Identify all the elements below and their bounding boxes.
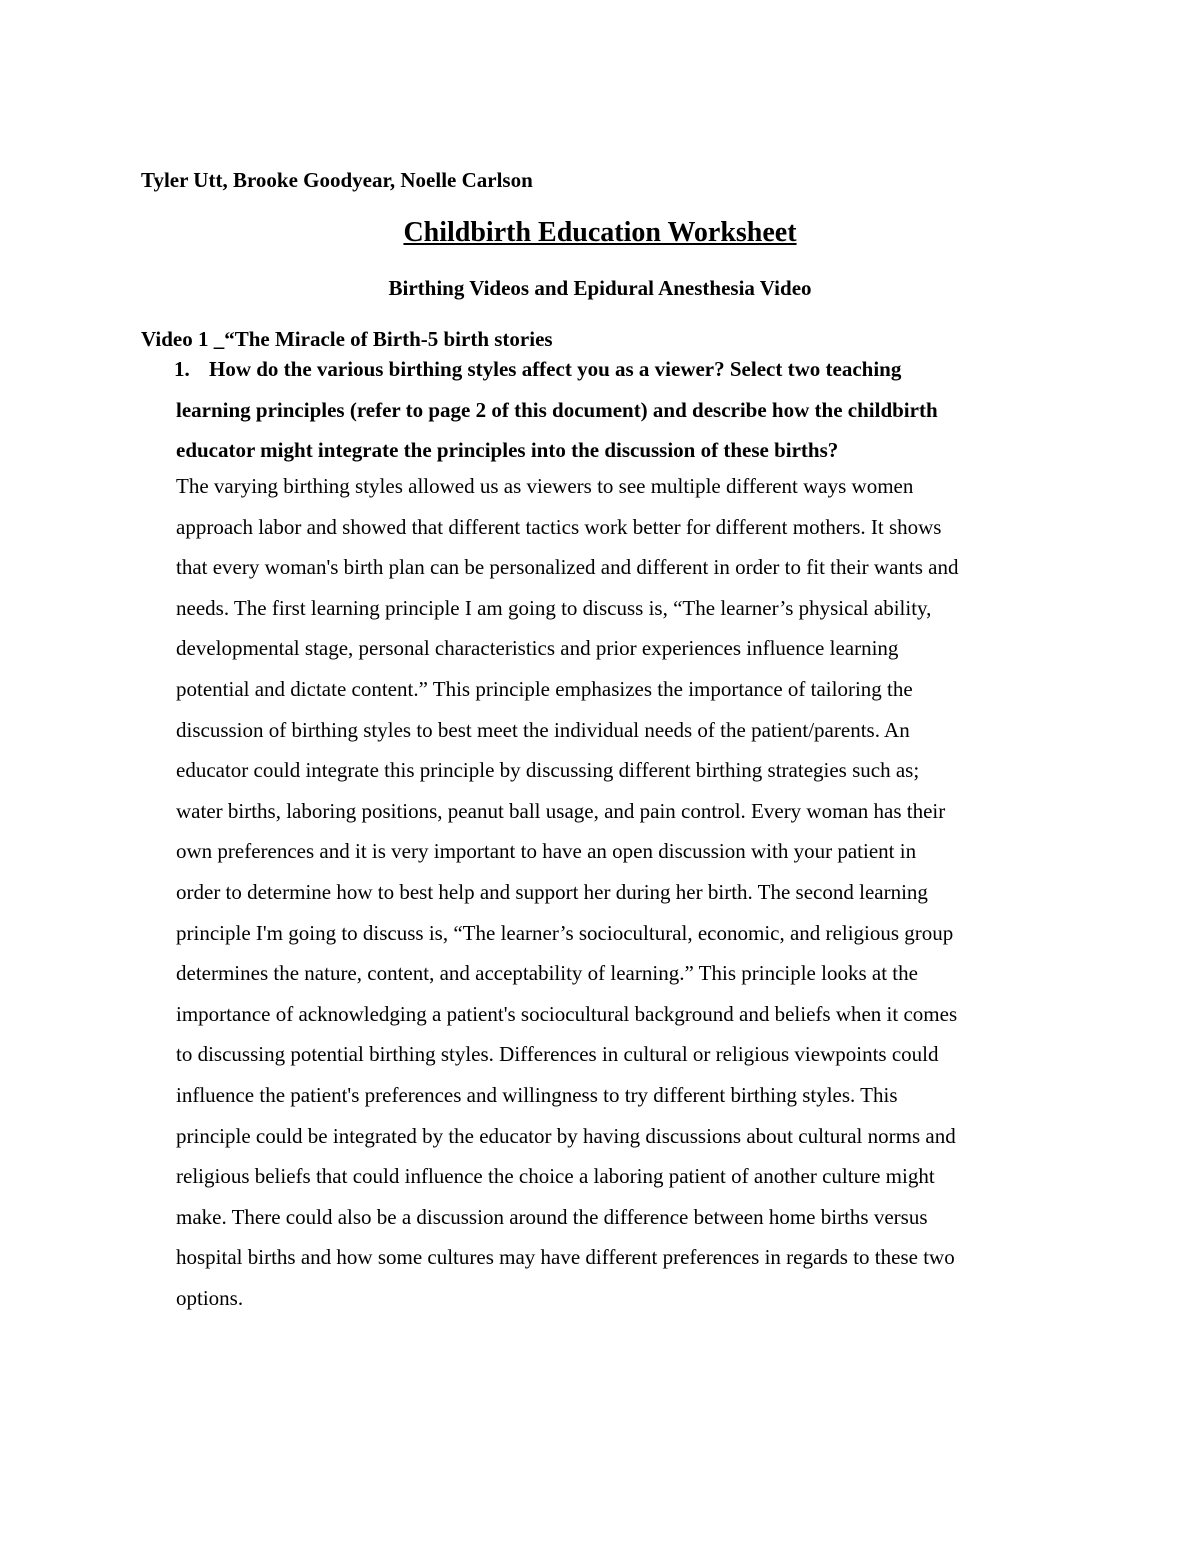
answer-line: determines the nature, content, and acceptability of learning.” This principle looks at the <box>176 961 918 986</box>
answer-line: developmental stage, personal characteristics and prior experiences influence learning <box>176 636 899 661</box>
question-number: 1. <box>174 357 190 381</box>
answer-line: own preferences and it is very important to have an open discussion with your patient in <box>176 839 917 864</box>
answer-line: to discussing potential birthing styles. Differences in cultural or religious viewpoints could <box>176 1042 939 1067</box>
document-title: Childbirth Education Worksheet <box>403 217 797 248</box>
answer-line: hospital births and how some cultures may have different preferences in regards to these two <box>176 1245 955 1270</box>
answer-line: educator could integrate this principle by discussing different birthing strategies such as; <box>176 758 920 783</box>
question-line: educator might integrate the principles into the discussion of these births? <box>176 438 839 463</box>
answer-line: approach labor and showed that different tactics work better for different mothers. It shows <box>176 514 942 539</box>
answer-line: The varying birthing styles allowed us as viewers to see multiple different ways women <box>176 474 914 498</box>
question-block <box>176 349 1056 471</box>
answer-line: principle could be integrated by the educator by having discussions about cultural norms and <box>176 1123 956 1148</box>
answer-line: order to determine how to best help and support her during her birth. The second learning <box>176 879 928 904</box>
answer-line: discussion of birthing styles to best meet the individual needs of the patient/parents. An <box>176 717 910 742</box>
answer-line: make. There could also be a discussion around the difference between home births versus <box>176 1204 928 1229</box>
author-names: Tyler Utt, Brooke Goodyear, Noelle Carlson <box>141 168 533 192</box>
answer-line: options. <box>176 1285 244 1310</box>
answer-line: that every woman's birth plan can be personalized and different in order to fit their wants and <box>176 555 959 580</box>
answer-block <box>176 466 1076 1318</box>
answer-line: needs. The first learning principle I am going to discuss is, “The learner’s physical ability, <box>176 595 932 620</box>
answer-line: water births, laboring positions, peanut ball usage, and pain control. Every woman has their <box>176 798 946 823</box>
question-line: How do the various birthing styles affect you as a viewer? Select two teaching <box>209 357 902 381</box>
answer-line: potential and dictate content.” This principle emphasizes the importance of tailoring the <box>176 676 913 701</box>
answer-line: importance of acknowledging a patient's sociocultural background and beliefs when it comes <box>176 1001 958 1026</box>
question-line: learning principles (refer to page 2 of this document) and describe how the childbirth <box>176 397 938 422</box>
answer-line: influence the patient's preferences and willingness to try different birthing styles. This <box>176 1082 898 1107</box>
answer-line: principle I'm going to discuss is, “The learner’s sociocultural, economic, and religious group <box>176 920 954 945</box>
video-heading: Video 1 _“The Miracle of Birth-5 birth stories <box>141 327 553 351</box>
document-subtitle: Birthing Videos and Epidural Anesthesia Video <box>388 276 812 300</box>
answer-line: religious beliefs that could influence the choice a laboring patient of another culture might <box>176 1164 935 1189</box>
